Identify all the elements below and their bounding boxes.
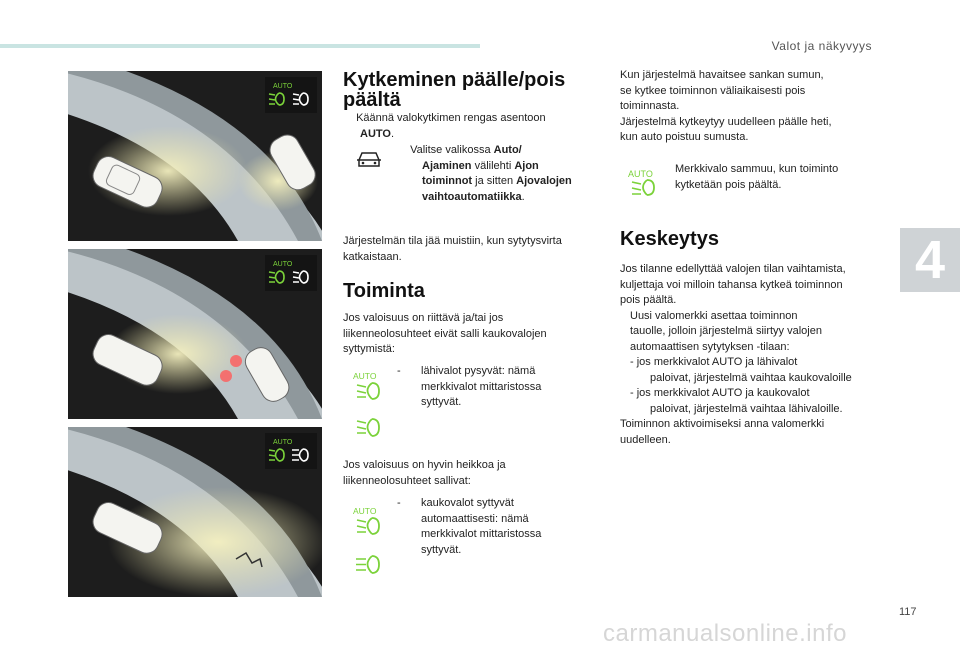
pause-section xyxy=(620,262,900,448)
page-section-title: Valot ja näkyvyys xyxy=(771,39,872,53)
svg-text:AUTO: AUTO xyxy=(273,261,293,268)
step-bold: Auto/ xyxy=(493,144,522,156)
fog-note xyxy=(620,68,890,146)
operation-condition-2 xyxy=(343,458,593,489)
step-text: ja sitten xyxy=(472,175,517,187)
text-line: kaukovalot syttyvät xyxy=(421,497,514,509)
page-number: 117 xyxy=(899,606,917,618)
step-text: Käännä valokytkimen rengas asentoon xyxy=(356,112,546,124)
step-bold: vaihtoautomatiikka xyxy=(422,190,522,203)
text-line: uudelleen. xyxy=(620,433,671,446)
watermark: carmanualsonline.info xyxy=(603,620,847,647)
step-bold: Ajaminen xyxy=(422,159,472,172)
text-line: Toiminnon aktivoimiseksi anna valomerkki xyxy=(620,418,825,430)
text-line: Jos valoisuus on hyvin heikkoa ja xyxy=(343,459,506,471)
text-line: Jos tilanne edellyttää valojen tilan vaihtamista, xyxy=(620,263,846,275)
text-line: Järjestelmän tila jää muistiin, kun sytytysvirta xyxy=(343,235,562,247)
svg-text:AUTO: AUTO xyxy=(273,83,293,90)
text-line: jos merkkivalot AUTO ja kaukovalot xyxy=(636,387,810,399)
operation-result-1 xyxy=(397,364,597,408)
item-text xyxy=(421,496,541,558)
operation-condition-1 xyxy=(343,311,593,358)
step-bold: Ajon xyxy=(514,159,539,172)
text-line: lähivalot pysyvät: nämä xyxy=(421,365,536,377)
step-text: välilehti xyxy=(471,159,515,172)
heading-line: päältä xyxy=(343,89,401,111)
step-bold: Ajovalojen xyxy=(516,175,572,187)
step-text: Valitse valikossa xyxy=(410,144,494,156)
text-line: Järjestelmä kytkeytyy uudelleen päälle heti, xyxy=(620,115,832,128)
auto-indicator-icon xyxy=(627,168,661,198)
text-line: kuljettaja voi milloin tahansa kytkeä toiminnon xyxy=(620,278,843,291)
indicator-panel xyxy=(265,255,317,291)
chapter-tab: 4 xyxy=(900,228,960,292)
text-line: automaattisen sytytyksen -tilaan: xyxy=(630,340,790,353)
dash-bullet: - xyxy=(397,497,401,509)
high-beam-icon xyxy=(352,553,384,577)
svg-text:AUTO: AUTO xyxy=(628,169,653,179)
text-line: paloivat, järjestelmä vaihtaa kaukovaloille xyxy=(650,371,852,384)
svg-text:AUTO: AUTO xyxy=(353,371,377,381)
illustration-oncoming-car xyxy=(68,249,322,419)
text-line: syttymistä: xyxy=(343,343,395,355)
indicator-panel xyxy=(265,77,317,113)
step-bold: toiminnot xyxy=(422,175,473,187)
text-line: pois päältä. xyxy=(620,294,677,306)
illustration-high-beam xyxy=(68,427,322,597)
dash-bullet: - xyxy=(630,387,634,399)
low-beam-icon xyxy=(352,416,384,440)
operation-result-2 xyxy=(397,496,597,556)
step-bold: AUTO. xyxy=(360,127,395,140)
text-line: syttyvät. xyxy=(421,396,462,408)
indicator-panel xyxy=(265,433,317,469)
text-line: katkaistaan. xyxy=(343,250,402,263)
heading-line: Kytkeminen päälle/pois xyxy=(343,69,566,91)
text-line: se kytkee toiminnon väliaikaisesti pois xyxy=(620,84,806,97)
svg-text:AUTO: AUTO xyxy=(353,506,377,516)
text-line: merkkivalot mittaristossa xyxy=(421,528,542,540)
text-line: toiminnasta. xyxy=(620,100,680,112)
text-line: Uusi valomerkki asettaa toiminnon xyxy=(630,309,798,322)
text-line: liikenneolosuhteet sallivat: xyxy=(343,474,471,487)
memory-note xyxy=(343,234,593,265)
dash-bullet: - xyxy=(397,365,401,377)
text-line: automaattisesti: nämä xyxy=(421,512,529,525)
step-turn-ring xyxy=(343,111,583,142)
auto-low-beam-icon xyxy=(352,370,384,402)
text-line: jos merkkivalot AUTO ja lähivalot xyxy=(636,356,798,368)
illustration-cars-low-beam xyxy=(68,71,322,241)
text-line: kytketään pois päältä. xyxy=(675,178,782,191)
text-line: tauolle, jolloin järjestelmä siirtyy valojen xyxy=(630,325,822,337)
car-menu-icon xyxy=(355,146,383,172)
header-accent-bar xyxy=(0,44,480,48)
heading-pause: Keskeytys xyxy=(620,228,719,250)
auto-high-beam-icon xyxy=(352,505,384,537)
text-line: paloivat, järjestelmä vaihtaa lähivaloille. xyxy=(650,402,843,415)
step-select-menu: Valitse valikossa Auto/ Ajaminen välilehti Ajon toiminnot ja sitten Ajovalojen vaihtoautomatiikka. xyxy=(410,144,572,203)
svg-text:AUTO: AUTO xyxy=(273,439,293,446)
dash-bullet: - xyxy=(630,356,634,368)
text-line: merkkivalot mittaristossa xyxy=(421,380,542,393)
text-line: Jos valoisuus on riittävä ja/tai jos xyxy=(343,312,504,324)
text-line: Kun järjestelmä havaitsee sankan sumun, xyxy=(620,69,824,81)
text-line: Merkkivalo sammuu, kun toiminto xyxy=(675,163,839,175)
item-text xyxy=(421,364,541,411)
heading-switching xyxy=(343,70,565,110)
text-line: liikenneolosuhteet eivät salli kaukovalojen xyxy=(343,327,547,340)
indicator-off-note xyxy=(675,162,875,193)
heading-operation: Toiminta xyxy=(343,280,425,302)
text-line: kun auto poistuu sumusta. xyxy=(620,131,749,143)
text-line: syttyvät. xyxy=(421,543,462,556)
